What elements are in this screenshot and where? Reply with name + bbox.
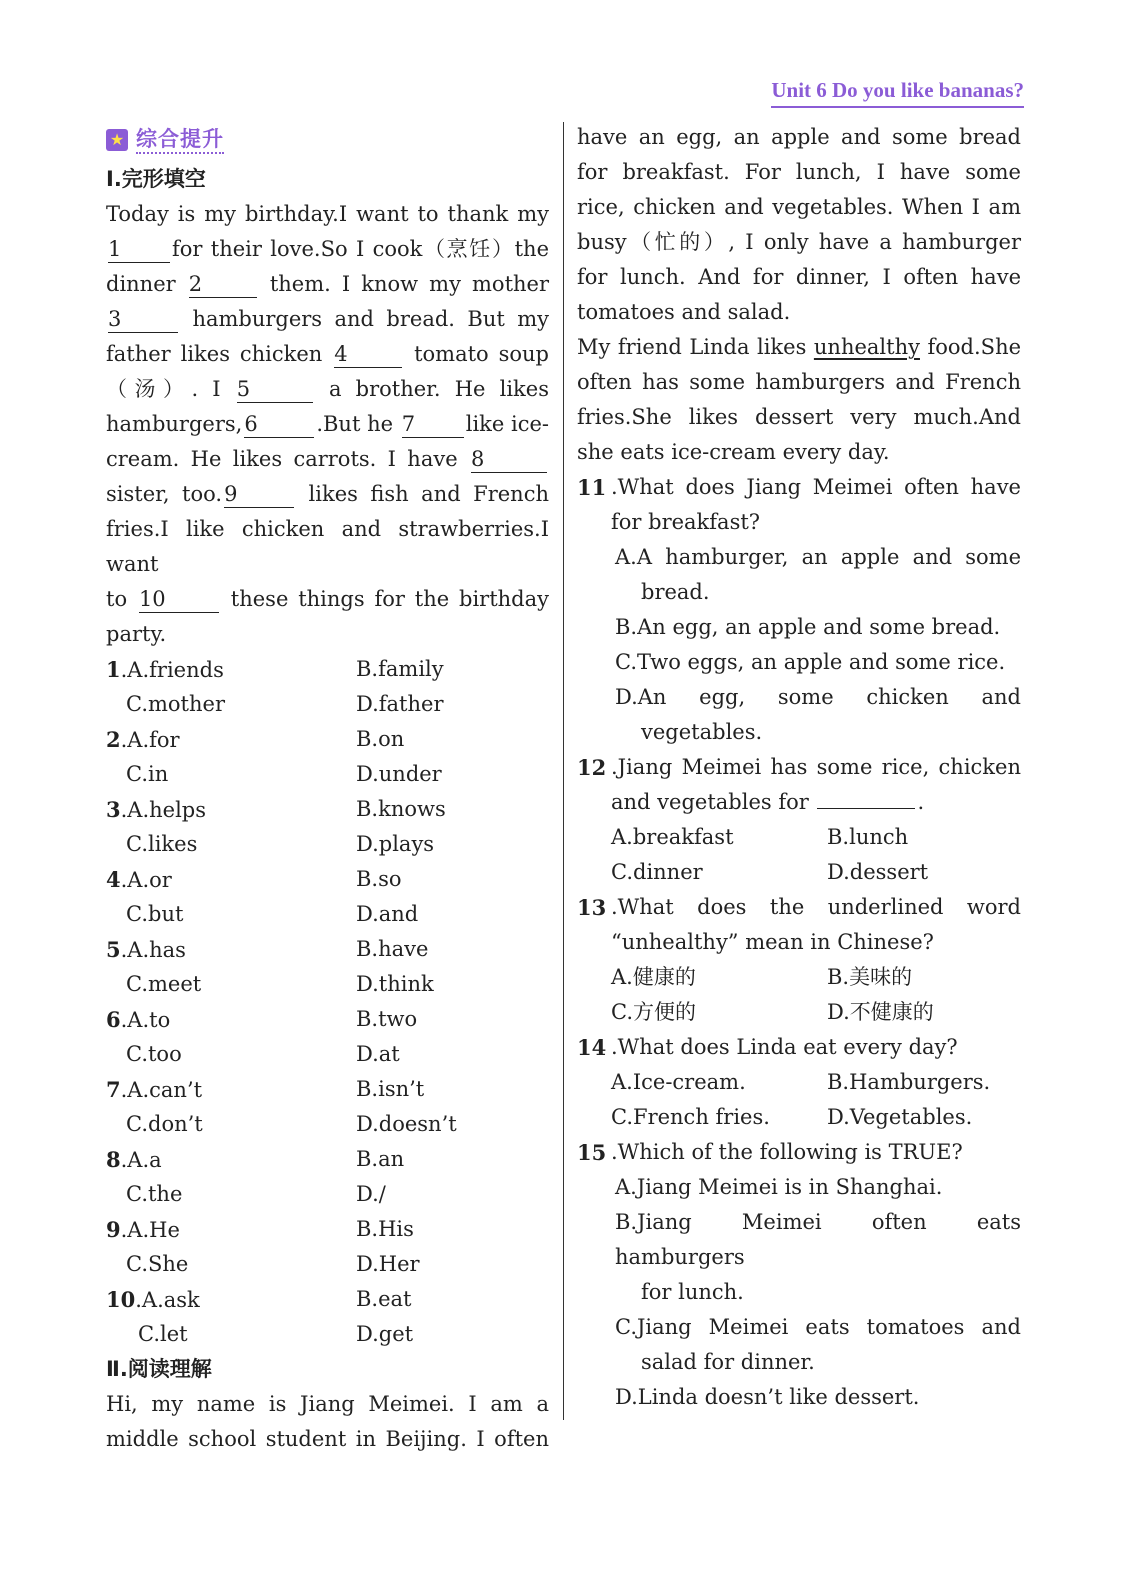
q11-option-a: A.A hamburger, an apple and some (615, 545, 1021, 569)
passage-line: （汤）. I 5 a brother. He likes (106, 377, 549, 401)
question-row: 10.A.ask B.eat (106, 1287, 412, 1312)
star-icon: ★ (106, 129, 128, 151)
q15-option-a: A.Jiang Meimei is in Shanghai. (615, 1175, 943, 1199)
question-row: C.but D.and (126, 902, 419, 926)
blank-7: 7 (402, 411, 464, 438)
q12-options-row: C.dinner D.dessert (611, 860, 929, 884)
question-12-cont: and vegetables for . (611, 790, 925, 814)
q15-option-b: B.Jiang Meimei often eats hamburgers (615, 1210, 1021, 1269)
passage-line: fries.I like chicken and strawberries.I want (106, 517, 549, 576)
question-row: C.likes D.plays (126, 832, 435, 856)
q13-options-row: A.健康的 B.美味的 (611, 965, 913, 989)
question-11: 11 .What does Jiang Meimei often have for breakfast? (577, 475, 1021, 534)
q15-option-d: D.Linda doesn’t like dessert. (615, 1385, 920, 1409)
blank-1: 1 (108, 236, 170, 263)
passage-line: hamburgers,6 .But he 7 like ice- (106, 412, 550, 436)
question-row: 8.A.a B.an (106, 1147, 405, 1172)
blank-8: 8 (471, 446, 547, 473)
q11-option-a-cont: bread. (641, 580, 710, 604)
question-row: 7.A.can’t B.isn’t (106, 1077, 425, 1102)
question-row: C.She D.Her (126, 1252, 420, 1276)
left-column (106, 120, 549, 1457)
q12-options-row: A.breakfast B.lunch (611, 825, 909, 849)
passage-line: dinner 2 them. I know my mother (106, 272, 550, 296)
q15-option-c-cont: salad for dinner. (641, 1350, 815, 1374)
q15-option-b-cont: for lunch. (641, 1280, 744, 1304)
question-row: 1.A.friends B.family (106, 657, 444, 682)
blank-3: 3 (108, 306, 178, 333)
passage-line: party. (106, 622, 167, 646)
q11-option-d-cont: vegetables. (641, 720, 763, 744)
question-14: 14 .What does Linda eat every day? (577, 1035, 958, 1060)
question-row: 9.A.He B.His (106, 1217, 414, 1242)
q12-blank (817, 808, 915, 809)
blank-2: 2 (189, 271, 257, 298)
question-13: 13 .What does the underlined word (577, 895, 1021, 920)
question-row: 4.A.or B.so (106, 867, 402, 892)
q11-option-d: D.An egg, some chicken and (615, 685, 1021, 709)
question-row: 2.A.for B.on (106, 727, 405, 752)
blank-10: 10 (139, 586, 219, 613)
underlined-word: unhealthy (813, 335, 920, 359)
unit-title: Unit 6 Do you like bananas? (771, 78, 1024, 108)
question-row: C.mother D.father (126, 692, 444, 716)
blank-6: 6 (244, 411, 314, 438)
section-badge-label: 综合提升 (136, 126, 224, 154)
q14-options-row: A.Ice-cream. B.Hamburgers. (611, 1070, 991, 1094)
question-13-cont: “unhealthy” mean in Chinese? (611, 930, 934, 954)
question-row: 3.A.helps B.knows (106, 797, 446, 822)
question-12: 12 .Jiang Meimei has some rice, chicken (577, 755, 1021, 780)
question-row: C.don’t D.doesn’t (126, 1112, 457, 1136)
question-15: 15 .Which of the following is TRUE? (577, 1140, 963, 1165)
blank-9: 9 (224, 481, 294, 508)
passage-line: to 10 these things for the birthday (106, 587, 549, 611)
question-row: C.the D./ (126, 1182, 386, 1206)
q11-option-c: C.Two eggs, an apple and some rice. (615, 650, 1006, 674)
passage-line: 3 hamburgers and bread. But my (108, 307, 549, 331)
cloze-questions (106, 652, 549, 1352)
question-row: C.too D.at (126, 1042, 400, 1066)
blank-5: 5 (237, 376, 313, 403)
question-row: 6.A.to B.two (106, 1007, 418, 1032)
part1-title: Ⅰ.完形填空 (106, 167, 206, 191)
question-row: 5.A.has B.have (106, 937, 429, 962)
right-column (577, 120, 1021, 1415)
question-row: C.in D.under (126, 762, 442, 786)
q14-options-row: C.French fries. D.Vegetables. (611, 1105, 973, 1129)
column-divider (563, 122, 564, 1420)
passage-line: 1 for their love.So I cook（烹饪）the (108, 237, 549, 261)
q11-option-b: B.An egg, an apple and some bread. (615, 615, 1001, 639)
section-badge (106, 120, 549, 160)
question-row: C.let D.get (138, 1322, 414, 1346)
blank-4: 4 (334, 341, 402, 368)
passage-line: Today is my birthday.I want to thank my (106, 202, 549, 226)
passage-line: sister, too.9 likes fish and French (106, 482, 549, 506)
q13-options-row: C.方便的 D.不健康的 (611, 1000, 934, 1024)
reading-passage-left: Hi, my name is Jiang Meimei. I am a middle school student in Beijing. I often (106, 1392, 549, 1451)
q15-option-c: C.Jiang Meimei eats tomatoes and (615, 1315, 1021, 1339)
question-row: C.meet D.think (126, 972, 434, 996)
passage-line: father likes chicken 4 tomato soup (106, 342, 549, 366)
reading-passage-p2: My friend Linda likes unhealthy food.She often has some hamburgers and French fries.She likes dessert very much.And she eats ice-cream every day. (577, 335, 1022, 464)
cloze-passage (106, 197, 549, 652)
part2-title: Ⅱ.阅读理解 (106, 1357, 212, 1381)
passage-line: cream. He likes carrots. I have 8 (106, 442, 549, 477)
reading-passage-p1: have an egg, an apple and some bread for breakfast. For lunch, I have some rice, chicken and vegetables. When I am busy（忙的）, I only have a hamburger for lunch. And for dinner, I often have tomatoes and salad. (577, 125, 1021, 324)
